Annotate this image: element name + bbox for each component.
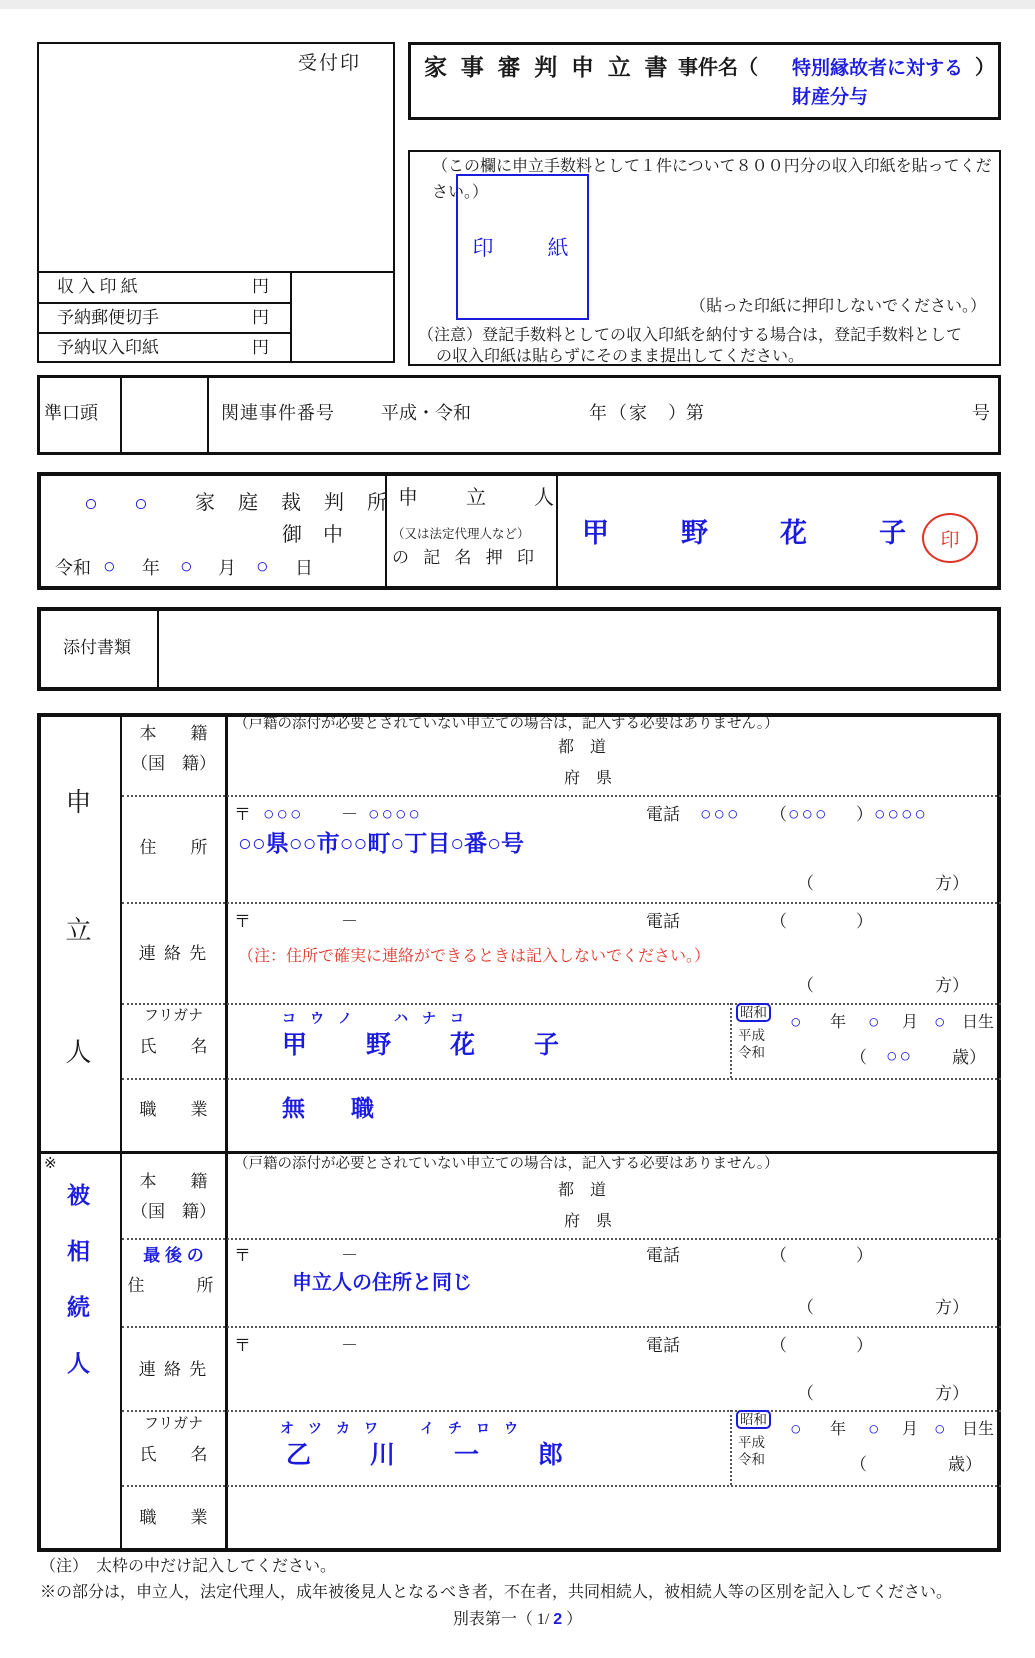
label-juusho: 住 所: [127, 1276, 220, 1295]
label-kokuseki: （国 籍）: [131, 1202, 216, 1221]
birth-day-circle: ○: [934, 1012, 946, 1033]
oral-label: 準口頭: [44, 403, 98, 423]
postal-dash: －: [341, 805, 358, 824]
row-sep: [122, 795, 1001, 797]
fee-row-line-1: [37, 302, 290, 304]
birth-cell-border-applicant: [730, 1003, 732, 1078]
birth-year-label: 年: [830, 1014, 847, 1031]
applicant-side-char: 人: [65, 1038, 92, 1067]
label-juusho: 住 所: [139, 838, 208, 857]
applicant-age: ○○: [886, 1046, 913, 1067]
kata-close: 方）: [935, 1298, 969, 1317]
label-honseki: 本 籍: [139, 724, 208, 743]
submission-divider-1: [385, 472, 387, 590]
applicant-postal-first: ○○○: [263, 804, 304, 825]
case-name-label: 事件名（: [678, 57, 758, 79]
phone-label: 電話: [646, 912, 680, 931]
revenue-stamp-placeholder-box: [456, 174, 589, 320]
date-era: 令和: [55, 558, 91, 578]
era-showa-selected: 昭和: [736, 1410, 771, 1429]
deceased-section-mark: ※: [44, 1156, 57, 1172]
stamp-instruction-line1: （この欄に申立手数料として１件について８００円分の収入印紙を貼ってくだ: [432, 158, 992, 175]
deceased-side-char: 相: [67, 1238, 90, 1264]
phone-paren-open: （: [770, 1336, 787, 1355]
date-day-circle: ○: [256, 555, 269, 578]
form-title: 家 事 審 判 申 立 書: [424, 55, 672, 80]
fee-table-top-line: [37, 271, 395, 273]
applicant-phone-last: ○○○○: [874, 804, 928, 825]
stamp-instruction-line2: さい。）: [432, 184, 489, 201]
label-furigana: フリガナ: [143, 1008, 204, 1024]
phone-paren-open: （: [770, 912, 787, 931]
label-renrakusaki: 連 絡 先: [138, 1360, 209, 1379]
fee-label-2: 予納郵便切手: [57, 308, 159, 327]
phone-paren-close: ）: [856, 1246, 873, 1265]
related-case-year: 年（家: [589, 403, 649, 423]
viewer-edge: [0, 0, 1035, 9]
attachments-label: 添付書類: [63, 638, 131, 657]
date-year-label: 年: [142, 558, 160, 578]
label-furigana: フリガナ: [143, 1416, 204, 1432]
honseki-note: （戸籍の添付が必要とされていない申立ての場合は，記入する必要はありません。）: [234, 716, 779, 732]
age-open: （: [850, 1455, 867, 1474]
applicant-postal-second: ○○○○: [368, 804, 422, 825]
label-shokugyo: 職 業: [139, 1100, 208, 1119]
fee-row-line-2: [37, 332, 290, 334]
page-indicator-number: 2: [553, 1611, 563, 1628]
applicant-address: ○○県○○市○○町○丁目○番○号: [238, 830, 525, 856]
age-close: 歳）: [952, 1048, 986, 1067]
phone-label: 電話: [646, 805, 680, 824]
kata-open: （: [797, 1384, 814, 1403]
deceased-side-char: 続: [67, 1294, 90, 1320]
label-renrakusaki: 連 絡 先: [138, 944, 209, 963]
birth-year-circle: ○: [790, 1419, 802, 1440]
phone-label: 電話: [646, 1336, 680, 1355]
court-suffix: 家 庭 裁 判 所: [195, 492, 396, 514]
applicant-furigana: コ ウ ノ ハ ナ コ: [282, 1010, 464, 1026]
birth-month-label: 月: [902, 1014, 919, 1031]
page-indicator: [0, 1611, 1035, 1629]
attachments-divider: [157, 607, 159, 691]
no-seal-note: （貼った印紙に押印しないでください。）: [690, 298, 987, 315]
fee-label-1: 収 入 印 紙: [57, 277, 138, 296]
applicant-side-char: 申: [65, 788, 92, 817]
era-reiwa: 令和: [738, 1045, 765, 1060]
court-name-circle-1: ○: [84, 490, 98, 516]
fee-table-divider: [290, 271, 292, 363]
label-kokuseki: （国 籍）: [131, 754, 216, 773]
postal-mark: 〒: [234, 912, 251, 931]
related-case-label: 関連事件番号: [221, 403, 335, 423]
postal-mark: 〒: [234, 1336, 251, 1355]
row-sep: [122, 1003, 1001, 1005]
era-reiwa: 令和: [738, 1452, 765, 1467]
row-sep: [122, 1238, 1001, 1240]
kata-close: 方）: [935, 1384, 969, 1403]
case-name-value-line1: 特別縁故者に対する: [792, 58, 964, 79]
page-indicator-prefix: 別表第一（ 1/: [452, 1611, 550, 1628]
phone-paren-close: ）: [856, 805, 873, 824]
petitioner-cell-note2: の 記 名 押 印: [392, 548, 539, 567]
case-name-value-line2: 財産分与: [792, 87, 869, 108]
petitioner-cell-note: （又は法定代理人など）: [392, 527, 530, 541]
postal-dash: －: [341, 1246, 358, 1265]
date-day-label: 日: [295, 558, 313, 578]
footer-note-2: ※の部分は，申立人，法定代理人，成年被後見人となるべき者，不在者，共同相続人，被相続人等の区別を記入してください。: [40, 1584, 953, 1601]
kata-open: （: [797, 1298, 814, 1317]
label-column-divider: [225, 713, 228, 1552]
birth-year-circle: ○: [790, 1012, 802, 1033]
birth-day-label: 日生: [962, 1014, 995, 1031]
deceased-furigana: オ ツ カ ワ イ チ ロ ウ: [280, 1420, 518, 1436]
age-open: （: [850, 1048, 867, 1067]
applicant-phone-area: ○○○: [700, 804, 741, 825]
registration-note-line1: （注意）登記手数料としての収入印紙を納付する場合は，登記手数料として: [418, 327, 963, 344]
phone-paren-open: （: [770, 805, 787, 824]
date-month-label: 月: [218, 558, 236, 578]
case-number-divider-2: [207, 375, 209, 455]
era-heisei: 平成: [738, 1435, 765, 1450]
row-sep: [122, 1078, 1001, 1080]
fee-unit-3: 円: [252, 338, 269, 357]
court-gochu: 御 中: [282, 524, 351, 546]
birth-month-circle: ○: [868, 1012, 880, 1033]
date-year-circle: ○: [103, 555, 116, 578]
label-shimei: 氏 名: [139, 1037, 208, 1056]
petitioner-cell-label: 申 立 人: [398, 487, 568, 509]
attachments-box: [37, 607, 1001, 691]
birth-month-circle: ○: [868, 1419, 880, 1440]
row-sep: [122, 902, 1001, 904]
honseki-note: （戸籍の添付が必要とされていない申立ての場合は，記入する必要はありません。）: [234, 1156, 779, 1172]
deceased-name: 乙 川 一 郎: [286, 1441, 567, 1469]
related-case-dai: ）第: [668, 403, 704, 423]
fuken-label: 府 県: [564, 770, 613, 787]
label-shimei: 氏 名: [139, 1445, 208, 1464]
seal-circle: [922, 513, 978, 563]
applicant-occupation: 無 職: [282, 1095, 374, 1121]
applicant-phone-mid: ○○○: [788, 804, 829, 825]
page-indicator-suffix: ）: [566, 1611, 583, 1628]
case-number-divider-1: [120, 375, 122, 455]
postal-mark: 〒: [234, 1246, 251, 1265]
kata-open: （: [797, 874, 814, 893]
fee-unit-1: 円: [252, 277, 269, 296]
era-heisei: 平成: [738, 1028, 765, 1043]
receipt-stamp-label: 受付印: [298, 53, 362, 74]
label-shokugyo: 職 業: [139, 1508, 208, 1527]
deceased-address-value: 申立人の住所と同じ: [292, 1272, 472, 1294]
applicant-name: 甲 野 花 子: [282, 1031, 563, 1059]
footer-note-1: （注） 太枠の中だけ記入してください。: [40, 1558, 337, 1575]
kata-open: （: [797, 976, 814, 995]
petitioner-signature-name: 甲 野 花 子: [582, 518, 912, 548]
row-sep: [122, 1410, 1001, 1412]
era-showa-selected: 昭和: [736, 1003, 771, 1022]
birth-year-label: 年: [830, 1421, 847, 1438]
fee-label-3: 予納収入印紙: [57, 338, 159, 357]
date-month-circle: ○: [180, 555, 193, 578]
birth-cell-border-deceased: [730, 1410, 732, 1485]
label-honseki: 本 籍: [139, 1172, 208, 1191]
postal-dash: －: [341, 912, 358, 931]
birth-day-label: 日生: [962, 1421, 995, 1438]
case-name-paren-close: ）: [975, 57, 995, 79]
age-close: 歳）: [948, 1455, 982, 1474]
label-saigo-no: 最 後 の: [143, 1246, 204, 1265]
related-case-era: 平成・令和: [381, 403, 471, 423]
related-case-go: 号: [972, 403, 990, 423]
kata-close: 方）: [935, 874, 969, 893]
case-number-box: [37, 375, 1001, 455]
revenue-stamp-label: 印 紙: [472, 236, 573, 260]
kata-close: 方）: [935, 976, 969, 995]
todo-label: 都 道: [558, 739, 607, 756]
fee-unit-2: 円: [252, 308, 269, 327]
court-name-circle-2: ○: [134, 490, 148, 516]
seal-mark: 印: [940, 529, 960, 551]
phone-paren-open: （: [770, 1246, 787, 1265]
phone-label: 電話: [646, 1246, 680, 1265]
row-sep: [122, 1485, 1001, 1487]
registration-note-line2: の収入印紙は貼らずにそのまま提出してください。: [436, 348, 805, 365]
birth-month-label: 月: [902, 1421, 919, 1438]
birth-day-circle: ○: [934, 1419, 946, 1440]
deceased-side-char: 被: [67, 1182, 90, 1208]
section-divider: [37, 1151, 1001, 1154]
todo-label: 都 道: [558, 1182, 607, 1199]
postal-mark: 〒: [234, 805, 251, 824]
postal-dash: －: [341, 1336, 358, 1355]
deceased-side-char: 人: [67, 1350, 90, 1376]
contact-note: （注：住所で確実に連絡ができるときは記入しないでください。）: [238, 948, 711, 965]
applicant-side-char: 立: [65, 916, 92, 945]
fuken-label: 府 県: [564, 1213, 613, 1230]
phone-paren-close: ）: [856, 912, 873, 931]
phone-paren-close: ）: [856, 1336, 873, 1355]
row-sep: [122, 1326, 1001, 1328]
